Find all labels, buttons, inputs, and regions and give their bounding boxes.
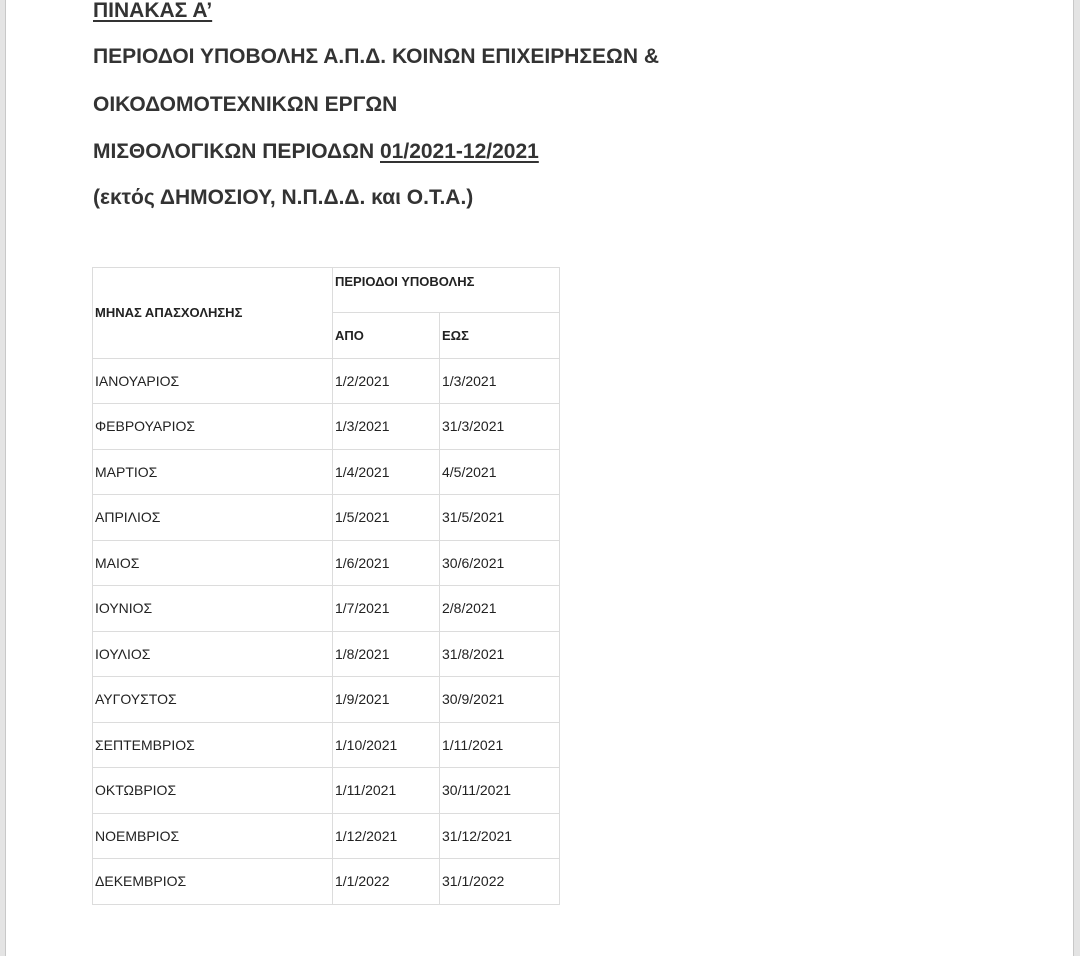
heading-line-3 (93, 139, 539, 165)
month-cell: ΜΑΙΟΣ (93, 540, 333, 586)
to-date-cell: 31/3/2021 (440, 404, 560, 450)
to-date-cell: 1/11/2021 (440, 722, 560, 768)
table-row (93, 813, 560, 859)
header-to: ΕΩΣ (440, 313, 560, 359)
month-cell: ΑΥΓΟΥΣΤΟΣ (93, 677, 333, 723)
table-row (93, 540, 560, 586)
from-date-cell: 1/8/2021 (333, 631, 440, 677)
table-row (93, 677, 560, 723)
heading-period: 01/2021-12/2021 (380, 140, 539, 163)
table-row (93, 404, 560, 450)
month-cell: ΝΟΕΜΒΡΙΟΣ (93, 813, 333, 859)
document-title: ΠΙΝΑΚΑΣ Α’ (93, 0, 213, 22)
month-cell: ΑΠΡΙΛΙΟΣ (93, 495, 333, 541)
from-date-cell: 1/1/2022 (333, 859, 440, 905)
table-header-row (93, 268, 560, 313)
to-date-cell: 31/12/2021 (440, 813, 560, 859)
table-body (93, 268, 560, 905)
table-row (93, 449, 560, 495)
from-date-cell: 1/2/2021 (333, 358, 440, 404)
header-from: ΑΠΟ (333, 313, 440, 359)
month-cell: ΟΚΤΩΒΡΙΟΣ (93, 768, 333, 814)
from-date-cell: 1/10/2021 (333, 722, 440, 768)
heading-line-4: (εκτός ΔΗΜΟΣΙΟΥ, Ν.Π.Δ.Δ. και Ο.Τ.Α.) (93, 186, 474, 209)
to-date-cell: 1/3/2021 (440, 358, 560, 404)
to-date-cell: 30/9/2021 (440, 677, 560, 723)
heading-line-3-prefix: ΜΙΣΘΟΛΟΓΙΚΩΝ ΠΕΡΙΟΔΩΝ (93, 140, 380, 163)
table-row (93, 358, 560, 404)
table-row (93, 722, 560, 768)
submission-periods-table (92, 267, 560, 905)
table-row (93, 768, 560, 814)
month-cell: ΙΟΥΝΙΟΣ (93, 586, 333, 632)
document-page (5, 0, 1074, 956)
heading-line-2: ΟΙΚΟΔΟΜΟΤΕΧΝΙΚΩΝ ΕΡΓΩΝ (93, 93, 398, 116)
header-month: ΜΗΝΑΣ ΑΠΑΣΧΟΛΗΣΗΣ (93, 268, 333, 359)
table-row (93, 495, 560, 541)
heading-line-1: ΠΕΡΙΟΔΟΙ ΥΠΟΒΟΛΗΣ Α.Π.Δ. ΚΟΙΝΩΝ ΕΠΙΧΕΙΡΗΣΕΩΝ & (93, 45, 659, 68)
from-date-cell: 1/9/2021 (333, 677, 440, 723)
to-date-cell: 30/11/2021 (440, 768, 560, 814)
to-date-cell: 31/8/2021 (440, 631, 560, 677)
to-date-cell: 31/1/2022 (440, 859, 560, 905)
to-date-cell: 31/5/2021 (440, 495, 560, 541)
month-cell: ΙΟΥΛΙΟΣ (93, 631, 333, 677)
from-date-cell: 1/11/2021 (333, 768, 440, 814)
table-row (93, 631, 560, 677)
month-cell: ΦΕΒΡΟΥΑΡΙΟΣ (93, 404, 333, 450)
table-row (93, 859, 560, 905)
to-date-cell: 2/8/2021 (440, 586, 560, 632)
to-date-cell: 4/5/2021 (440, 449, 560, 495)
header-periods: ΠΕΡΙΟΔΟΙ ΥΠΟΒΟΛΗΣ (333, 268, 560, 313)
month-cell: ΜΑΡΤΙΟΣ (93, 449, 333, 495)
from-date-cell: 1/5/2021 (333, 495, 440, 541)
month-cell: ΔΕΚΕΜΒΡΙΟΣ (93, 859, 333, 905)
to-date-cell: 30/6/2021 (440, 540, 560, 586)
from-date-cell: 1/7/2021 (333, 586, 440, 632)
from-date-cell: 1/6/2021 (333, 540, 440, 586)
from-date-cell: 1/12/2021 (333, 813, 440, 859)
month-cell: ΙΑΝΟΥΑΡΙΟΣ (93, 358, 333, 404)
from-date-cell: 1/3/2021 (333, 404, 440, 450)
from-date-cell: 1/4/2021 (333, 449, 440, 495)
month-cell: ΣΕΠΤΕΜΒΡΙΟΣ (93, 722, 333, 768)
table-row (93, 586, 560, 632)
